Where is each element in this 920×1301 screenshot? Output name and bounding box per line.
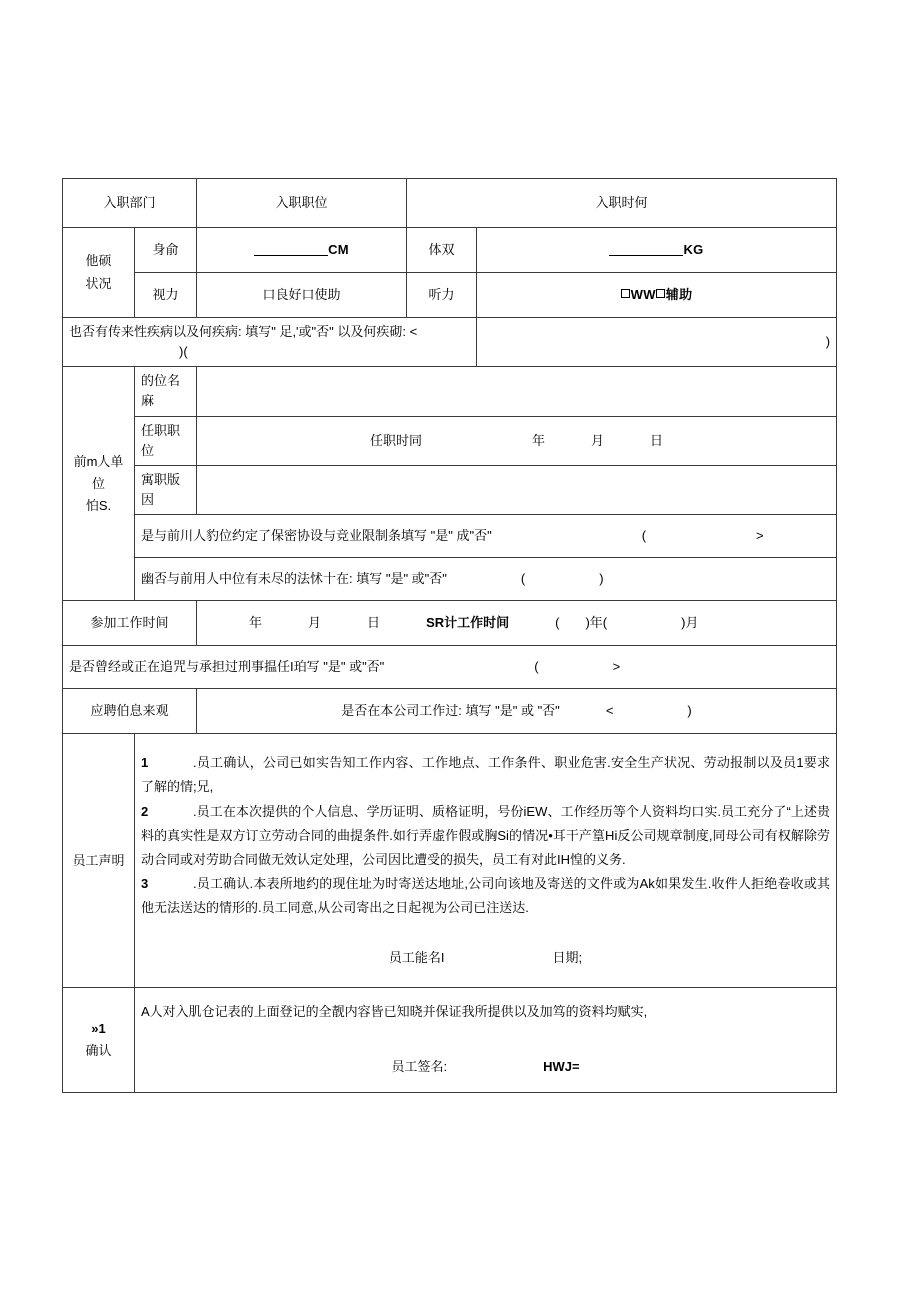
final-confirmation-date-label[interactable]: HWJ= xyxy=(543,1059,580,1075)
height-blank-line xyxy=(254,243,328,256)
weight-unit: KG xyxy=(683,241,704,257)
prev-unit-name-label: 的位名麻 xyxy=(135,367,197,416)
prev-unit-name-value[interactable] xyxy=(197,367,837,416)
confidentiality-paren-close: > xyxy=(756,528,764,544)
criminal-record-paren-open: ( xyxy=(534,659,539,675)
confidentiality-question-row xyxy=(63,515,837,558)
legal-dispute-question-cell[interactable] xyxy=(135,558,837,601)
entry-department-label: 入职部门 xyxy=(63,179,197,228)
disease-question-text: 也否有传来性疾病以及何疾病: 填写" 足,'或"否" 以及何疾砌: < xyxy=(69,324,418,339)
total-work-year-close: )年( xyxy=(585,615,608,631)
declaration-signature-label[interactable]: 员工能名I xyxy=(388,949,445,965)
checkbox-icon[interactable] xyxy=(656,289,665,298)
criminal-record-row xyxy=(63,646,837,689)
prev-tenure-year: 年 xyxy=(532,432,546,448)
disease-question-row xyxy=(63,318,837,367)
application-source-row xyxy=(63,689,837,734)
declaration-item-2-text: .员工在本次提供的个人信息、学历证明、质格证明，号份iEW、工作经历等个人资料均口实.员工充分了“上述贵料的真实性是双方订立劳动合同的曲提条件.如行弄虚作假或胸Si的情况•耳干产篁Hi反公司规章制度,同母公司有权解除劳动合同或对劳助合同做无效认定处理，公司因比遭受的损失，员工有对此IH惶的义务. xyxy=(141,803,831,867)
weight-blank-line xyxy=(609,243,683,256)
vision-options[interactable]: 口良好口使助 xyxy=(197,273,407,318)
criminal-record-question: 是否曾经或正在追咒与承担过刑事揾任I珀写 "是" 或"否" xyxy=(69,659,385,675)
weight-label: 体双 xyxy=(407,228,477,273)
employee-declaration-label: 员工声明 xyxy=(63,734,135,988)
final-confirmation-label-line1: »1 xyxy=(91,1021,106,1037)
total-work-label: SR计工作时间 xyxy=(426,615,510,631)
total-work-paren-open: ( xyxy=(555,615,560,631)
prev-leave-reason-value[interactable] xyxy=(197,465,837,514)
total-work-month-close: )月 xyxy=(681,615,699,631)
declaration-date-label[interactable]: 日期; xyxy=(552,949,583,965)
worked-here-paren-close: ) xyxy=(687,703,692,719)
declaration-item-1-text: .员工确认，公司已如实告知工作内容、工作地点、工作条件、职业危害.安全生产状况、劳动报制以及员1要求了解的情;兄, xyxy=(141,755,831,795)
legal-dispute-question-text: 幽否与前用人中位有未尽的法怵十在: 填写 "是" 或"否" xyxy=(141,571,447,587)
prev-position-label: 任职职位 xyxy=(135,416,197,465)
work-history-row xyxy=(63,601,837,646)
confidentiality-question-text: 是与前川人豹位约定了保密协设与竞业限制条填写 "是" 成"否" xyxy=(141,528,492,544)
hearing-options-cell[interactable] xyxy=(477,273,837,318)
application-source-label: 应聘伯息来观 xyxy=(63,689,197,734)
prev-employer-leave-reason-row xyxy=(63,465,837,514)
health-section-label-line2: 状况 xyxy=(85,275,112,291)
final-confirmation-label xyxy=(63,988,135,1093)
worked-here-question: 是否在本公司工作过: 填写 "是" 或 "否" xyxy=(341,703,560,719)
prev-tenure-day: 日 xyxy=(650,432,664,448)
form-header-row xyxy=(63,179,837,228)
height-value-cell[interactable] xyxy=(197,228,407,273)
worked-here-question-cell[interactable] xyxy=(197,689,837,734)
confidentiality-paren-open: ( xyxy=(641,528,647,544)
hearing-label: 听力 xyxy=(407,273,477,318)
health-section-label xyxy=(63,228,135,318)
final-confirmation-signature-line xyxy=(141,1055,830,1080)
work-history-value-cell[interactable] xyxy=(197,601,837,646)
criminal-record-paren-close: > xyxy=(612,659,621,675)
employee-declaration-content xyxy=(135,734,837,988)
prev-employer-name-row xyxy=(63,367,837,416)
declaration-item-3 xyxy=(141,872,830,920)
prev-employer-label-line2: 怕S. xyxy=(85,497,112,513)
disease-question-cell[interactable] xyxy=(63,318,477,367)
disease-paren-end-cell xyxy=(477,318,837,367)
vision-label: 视力 xyxy=(135,273,197,318)
employee-onboarding-form-table xyxy=(62,178,837,1093)
prev-tenure-cell[interactable] xyxy=(197,416,837,465)
declaration-item-1 xyxy=(141,751,830,799)
health-section-label-line1: 他硕 xyxy=(85,253,112,269)
prev-tenure-month: 月 xyxy=(591,432,605,448)
height-unit: CM xyxy=(328,241,349,257)
prev-employer-section-label xyxy=(63,367,135,601)
disease-paren-mid: )( xyxy=(179,344,188,360)
checkbox-icon[interactable] xyxy=(621,289,630,298)
declaration-item-3-text: .员工确认.本表所地约的现住址为时寄送达地址,公司向该地及寄送的文件或为Ak如果发生.收件人拒绝卷收或其他无法送达的情形的.员工同意,从公司寄出之日起视为公司已注送达. xyxy=(141,875,831,915)
prev-tenure-label: 任职时同 xyxy=(369,432,422,448)
health-vision-hearing-row xyxy=(63,273,837,318)
legal-dispute-question-row xyxy=(63,558,837,601)
prev-leave-reason-label: 寓职版因 xyxy=(135,465,197,514)
employee-declaration-row xyxy=(63,734,837,988)
weight-value-cell[interactable] xyxy=(477,228,837,273)
declaration-item-1-number: 1 xyxy=(141,755,149,771)
criminal-record-cell[interactable] xyxy=(63,646,837,689)
health-height-weight-row xyxy=(63,228,837,273)
hearing-option-normal: WW xyxy=(630,286,656,302)
final-confirmation-row xyxy=(63,988,837,1093)
declaration-item-2 xyxy=(141,800,830,872)
prev-employer-label-line1: 前m人单位 xyxy=(73,453,124,491)
worked-here-paren-open: < xyxy=(605,703,614,719)
start-work-day: 日 xyxy=(367,615,381,631)
hearing-option-aided: 辅助 xyxy=(665,286,693,302)
final-confirmation-label-line2: 确认 xyxy=(85,1043,112,1059)
disease-paren-end: ) xyxy=(825,334,831,350)
declaration-item-2-number: 2 xyxy=(141,803,149,819)
declaration-signature-line xyxy=(141,946,830,970)
legal-dispute-paren-open: ( xyxy=(520,571,526,587)
declaration-item-3-number: 3 xyxy=(141,875,149,891)
entry-time-label: 入职时何 xyxy=(407,179,837,228)
height-label: 身俞 xyxy=(135,228,197,273)
final-confirmation-text: A人对入肌仓记表的上面登记的全靓内容皆已知晓并保证我所提供以及加笃的资料均赋实, xyxy=(141,1004,648,1020)
final-confirmation-content xyxy=(135,988,837,1093)
final-confirmation-signature-label[interactable]: 员工签名: xyxy=(391,1059,448,1075)
confidentiality-question-cell[interactable] xyxy=(135,515,837,558)
start-work-label: 参加工作时间 xyxy=(63,601,197,646)
prev-employer-position-row xyxy=(63,416,837,465)
start-work-month: 月 xyxy=(308,615,322,631)
start-work-year: 年 xyxy=(249,615,263,631)
entry-position-label: 入职职位 xyxy=(197,179,407,228)
legal-dispute-paren-close: ) xyxy=(599,571,604,587)
